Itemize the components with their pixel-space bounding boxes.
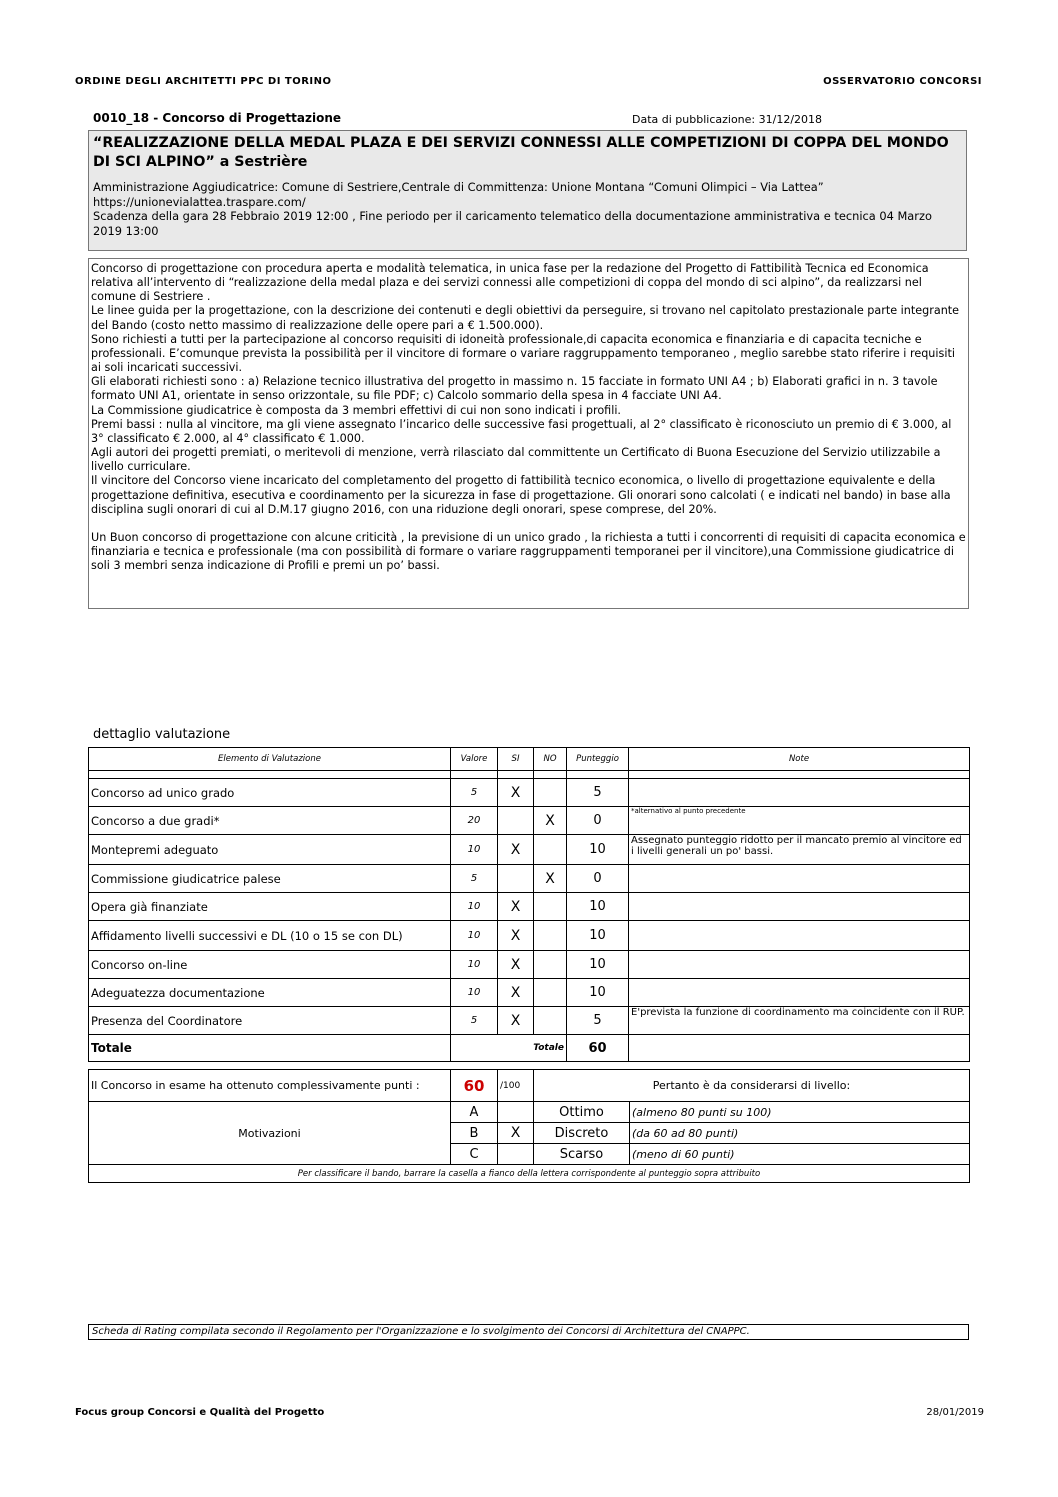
header-no: NO <box>534 748 567 771</box>
note-cell <box>629 921 970 951</box>
result-points: 60 <box>451 1070 498 1102</box>
result-text: Il Concorso in esame ha ottenuto complessivamente punti : <box>89 1070 451 1102</box>
no-cell[interactable] <box>534 893 567 921</box>
punteggio-cell: 10 <box>567 893 629 921</box>
header-si: SI <box>498 748 534 771</box>
valore-cell: 10 <box>451 979 498 1007</box>
competition-url[interactable]: https://unionevialattea.traspare.com/ <box>93 194 306 209</box>
note-cell: E'prevista la funzione di coordinamento ma coincidente con il RUP. <box>629 1007 970 1035</box>
si-cell[interactable] <box>498 807 534 835</box>
note-cell <box>629 779 970 807</box>
description-paragraph: Premi bassi : nulla al vincitore, ma gli viene assegnato l’incarico delle successive fasi progettuali, al 2° classificato è riconosciuto un premio di € 3.000, al 3° classificato € 2.000, al 4° classificato € 1.000. <box>91 417 952 445</box>
result-row <box>89 1070 970 1102</box>
si-cell[interactable]: X <box>498 779 534 807</box>
competition-title: “REALIZZAZIONE DELLA MEDAL PLAZA E DEI SERVIZI CONNESSI ALLE COMPETIZIONI DI COPPA DEL MONDO DI SCI ALPINO” a Sestrière <box>93 135 949 170</box>
element-cell: Affidamento livelli successivi e DL (10 o 15 se con DL) <box>89 921 451 951</box>
si-cell[interactable]: X <box>498 1007 534 1035</box>
description-paragraph: Il vincitore del Concorso viene incaricato del completamento del progetto di fattibilità tecnico economica, o livello di progettazione equivalente e della progettazione definitiva, esecutiva e coordinamento per la sicurezza in fase di progettazione. Gli onorari sono calcolati ( e indicati nel bando) in base alla disciplina sugli onorari di cui al D.M.17 giugno 2016, con una riduzione degli onorari, spese comprese, del 20%. <box>91 474 951 516</box>
note-cell: Assegnato punteggio ridotto per il mancato premio al vincitore ed i livelli generali un po' bassi. <box>629 835 970 865</box>
description-paragraph: La Commissione giudicatrice è composta da 3 membri effettivi di cui non sono indicati i profili. <box>91 403 621 417</box>
valore-cell: 20 <box>451 807 498 835</box>
valore-cell: 10 <box>451 835 498 865</box>
table-spacer-row <box>89 771 970 779</box>
description-paragraph: Gli elaborati richiesti sono : a) Relazione tecnico illustrativa del progetto in massimo n. 15 facciate in formato UNI A4 ; b) Elaborati grafici in n. 3 tavole formato UNI A1, orientate in senso orizzontale, su file PDF; c) Calcolo sommario della spesa in 4 facciate UNI A4. <box>91 375 938 403</box>
si-cell[interactable]: X <box>498 921 534 951</box>
spacer-cell <box>451 771 498 779</box>
header-element: Elemento di Valutazione <box>89 748 451 771</box>
spacer-cell <box>629 771 970 779</box>
note-cell <box>629 865 970 893</box>
description-paragraph: Sono richiesti a tutti per la partecipazione al concorso requisiti di idoneità professionale,di capacita economica e finanziaria e di capacita tecniche e professionali. E’comunque prevista la possibilità per il vincitore di formare o variare raggruppamento temporaneo , meglio sarebbe stato riferire i requisiti ai soli incaricati successivi. <box>91 332 955 375</box>
element-cell: Commissione giudicatrice palese <box>89 865 451 893</box>
instruction-text: Per classificare il bando, barrare la casella a fianco della lettera corrispondente al punteggio sopra attribuito <box>89 1165 970 1183</box>
result-level-text: Pertanto è da considerarsi di livello: <box>534 1070 970 1102</box>
no-cell[interactable] <box>534 835 567 865</box>
note-cell <box>629 893 970 921</box>
no-cell[interactable] <box>534 1007 567 1035</box>
valore-cell: 10 <box>451 893 498 921</box>
competition-info-box <box>88 130 967 251</box>
element-cell: Presenza del Coordinatore <box>89 1007 451 1035</box>
result-out-of: /100 <box>498 1070 534 1102</box>
no-cell[interactable]: X <box>534 807 567 835</box>
si-cell[interactable]: X <box>498 835 534 865</box>
si-cell[interactable]: X <box>498 893 534 921</box>
evaluation-table <box>88 747 970 1062</box>
header-organization: ORDINE DEGLI ARCHITETTI PPC DI TORINO <box>75 76 332 87</box>
punteggio-cell: 10 <box>567 921 629 951</box>
header-valore: Valore <box>451 748 498 771</box>
level-range: (almeno 80 punti su 100) <box>630 1102 970 1123</box>
detail-label: dettaglio valutazione <box>93 727 231 742</box>
punteggio-cell: 0 <box>567 865 629 893</box>
no-cell[interactable] <box>534 779 567 807</box>
level-mark[interactable] <box>498 1144 534 1165</box>
element-cell: Montepremi adeguato <box>89 835 451 865</box>
competition-code-title: 0010_18 - Concorso di Progettazione <box>93 111 342 125</box>
table-header-row <box>89 748 970 771</box>
level-range: (da 60 ad 80 punti) <box>630 1123 970 1144</box>
table-row <box>89 835 970 865</box>
level-mark[interactable]: X <box>498 1123 534 1144</box>
instruction-row <box>89 1165 970 1183</box>
table-row <box>89 893 970 921</box>
header-punteggio: Punteggio <box>567 748 629 771</box>
table-row <box>89 921 970 951</box>
note-cell <box>629 979 970 1007</box>
punteggio-cell: 10 <box>567 835 629 865</box>
contracting-authority: Amministrazione Aggiudicatrice: Comune di Sestriere,Centrale di Committenza: Unione Montana “Comuni Olimpici – Via Lattea” <box>93 180 824 194</box>
note-cell <box>629 951 970 979</box>
footer-date: 28/01/2019 <box>926 1407 984 1418</box>
table-row <box>89 807 970 835</box>
spacer-cell <box>534 771 567 779</box>
total-label: Totale <box>89 1035 451 1062</box>
result-table <box>88 1069 970 1183</box>
punteggio-cell: 5 <box>567 779 629 807</box>
si-cell[interactable]: X <box>498 979 534 1007</box>
valore-cell: 5 <box>451 865 498 893</box>
level-mark[interactable] <box>498 1102 534 1123</box>
deadline-text: Scadenza della gara 28 Febbraio 2019 12:00 , Fine periodo per il caricamento telematico della documentazione amministrativa e tecnica 04 Marzo 2019 13:00 <box>93 209 932 238</box>
valore-cell: 10 <box>451 951 498 979</box>
valore-cell: 10 <box>451 921 498 951</box>
total-value: 60 <box>567 1035 629 1062</box>
level-letter: B <box>451 1123 498 1144</box>
description-summary: Un Buon concorso di progettazione con alcune criticità , la previsione di un unico grado , la richiesta a tutti i concorrenti di requisiti di capacita economica e finanziaria e tecnica e professionale (ma con possibilità di formare o variare raggruppamenti temporanei per il vincitore),una Commissione giudicatrice di soli 3 membri senza indicazione di Profili e premi un po’ bassi. <box>91 530 966 573</box>
punteggio-cell: 10 <box>567 979 629 1007</box>
description-box <box>88 258 969 609</box>
punteggio-cell: 5 <box>567 1007 629 1035</box>
description-paragraph: Concorso di progettazione con procedura aperta e modalità telematica, in unica fase per la redazione del Progetto di Fattibilità Tecnica ed Economica relativa all’intervento di “realizzazione della medal plaza e dei servizi connessi alle competizioni di coppa del mondo di sci alpino”, da realizzarsi nel comune di Sestriere . <box>91 262 929 304</box>
spacer-cell <box>567 771 629 779</box>
level-letter: A <box>451 1102 498 1123</box>
element-cell: Opera già finanziate <box>89 893 451 921</box>
level-name: Scarso <box>534 1144 630 1165</box>
valore-cell: 5 <box>451 1007 498 1035</box>
no-cell[interactable] <box>534 951 567 979</box>
spacer-cell <box>89 771 451 779</box>
header-section: OSSERVATORIO CONCORSI <box>823 76 982 87</box>
motivazioni-label: Motivazioni <box>89 1102 451 1165</box>
rating-note: Scheda di Rating compilata secondo il Regolamento per l'Organizzazione e lo svolgimento dei Concorsi di Architettura del CNAPPC. <box>88 1324 969 1340</box>
table-row <box>89 1007 970 1035</box>
level-name: Discreto <box>534 1123 630 1144</box>
element-cell: Concorso ad unico grado <box>89 779 451 807</box>
si-cell[interactable]: X <box>498 951 534 979</box>
description-paragraph: Le linee guida per la progettazione, con la descrizione dei contenuti e degli obiettivi da perseguire, si trovano nel capitolato prestazionale parte integrante del Bando (costo netto massimo di realizzazione delle opere pari a € 1.500.000). <box>91 304 960 332</box>
no-cell[interactable] <box>534 979 567 1007</box>
total-inner-label: Totale <box>451 1035 567 1062</box>
table-row <box>89 951 970 979</box>
si-cell[interactable] <box>498 865 534 893</box>
description-paragraph: Agli autori dei progetti premiati, o meritevoli di menzione, verrà rilasciato dal committente un Certificato di Buona Esecuzione del Servizio utilizzabile a livello curriculare. <box>91 446 941 474</box>
note-cell: *alternativo al punto precedente <box>629 807 970 835</box>
level-letter: C <box>451 1144 498 1165</box>
punteggio-cell: 10 <box>567 951 629 979</box>
element-cell: Concorso a due gradi* <box>89 807 451 835</box>
level-range: (meno di 60 punti) <box>630 1144 970 1165</box>
table-row <box>89 979 970 1007</box>
total-note-cell <box>629 1035 970 1062</box>
element-cell: Concorso on-line <box>89 951 451 979</box>
level-name: Ottimo <box>534 1102 630 1123</box>
no-cell[interactable] <box>534 921 567 951</box>
no-cell[interactable]: X <box>534 865 567 893</box>
publication-date: Data di pubblicazione: 31/12/2018 <box>632 113 823 126</box>
level-row <box>89 1102 970 1123</box>
table-row <box>89 779 970 807</box>
punteggio-cell: 0 <box>567 807 629 835</box>
spacer-cell <box>498 771 534 779</box>
header-note: Note <box>629 748 970 771</box>
valore-cell: 5 <box>451 779 498 807</box>
footer-left: Focus group Concorsi e Qualità del Progetto <box>75 1407 325 1418</box>
total-row <box>89 1035 970 1062</box>
element-cell: Adeguatezza documentazione <box>89 979 451 1007</box>
table-row <box>89 865 970 893</box>
